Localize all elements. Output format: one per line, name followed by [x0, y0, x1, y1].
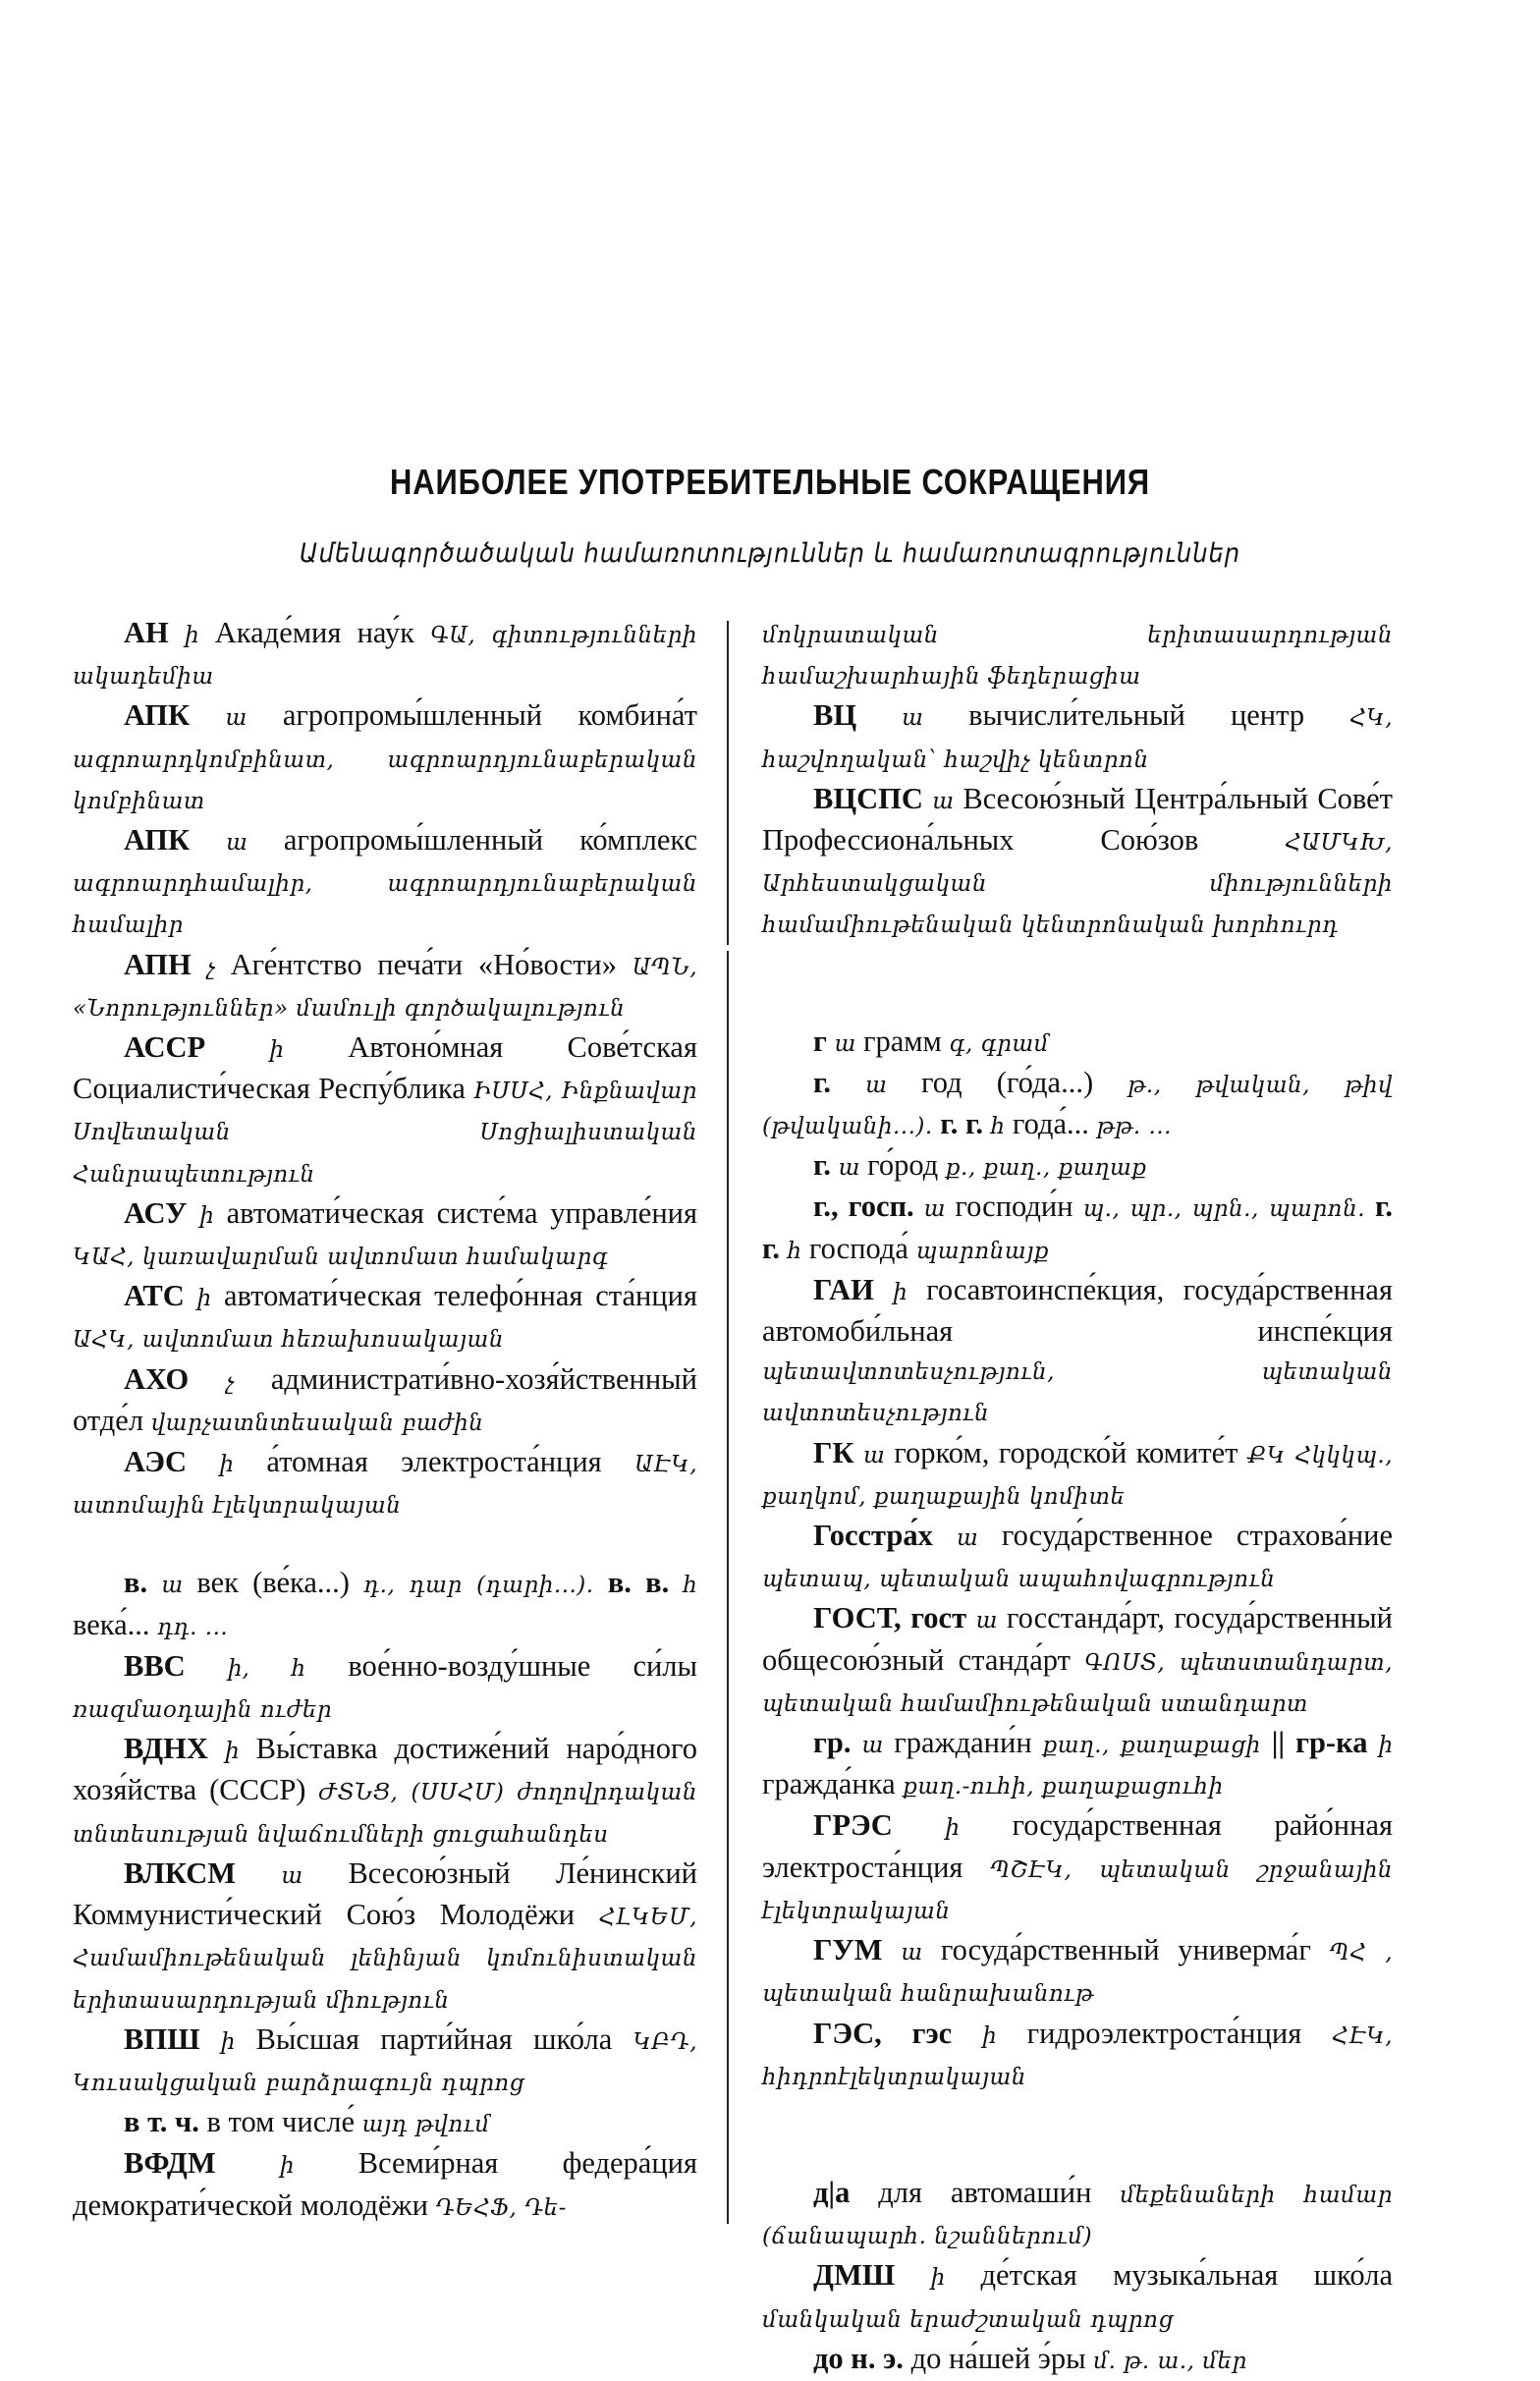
- entry-armenian: ՀԼԿԵՄ, Համամիութենական լենինյան կոմունիստական երիտասարդության միություն: [73, 1905, 697, 2014]
- entry-line: [762, 1023, 1393, 1064]
- entry-line: [73, 2103, 697, 2144]
- section-gap: [762, 984, 1393, 1023]
- grammar-marker: չ: [225, 1368, 235, 1395]
- section-gap: [73, 1525, 697, 1564]
- entry-abbreviation: в. в.: [607, 1566, 670, 1600]
- entry-line: [73, 1194, 697, 1277]
- dictionary-entry: [73, 1855, 697, 2021]
- dictionary-entry: [73, 1277, 697, 1359]
- entry-armenian: դդ. ...: [157, 1614, 229, 1640]
- dictionary-entry: [762, 780, 1393, 946]
- entry-russian: госавтоинспе́кция, госуда́рственная автомоби́льная инспе́кция: [762, 1272, 1393, 1349]
- entry-abbreviation: ВФДМ: [124, 2146, 216, 2181]
- entry-line: [762, 1064, 1393, 1146]
- entry-abbreviation: г., госп.: [813, 1190, 914, 1224]
- grammar-marker: ի: [982, 2022, 997, 2049]
- entry-armenian: ԱՊՆ, «Նորություններ» մամուլի գործակալություն: [73, 954, 698, 1022]
- grammar-marker: ա: [834, 1030, 856, 1057]
- entry-line: [762, 1724, 1393, 1806]
- entry-russian: агропромы́шленный ко́мплекс: [283, 823, 697, 858]
- entry-abbreviation: ГЭС, гэс: [813, 2016, 953, 2050]
- dictionary-entry: [762, 2174, 1393, 2256]
- entry-armenian: ԱՀԿ, ավտոմատ հեռախոսակայան: [73, 1327, 504, 1354]
- dictionary-entry: [73, 821, 697, 946]
- dictionary-entry: [762, 1271, 1393, 1434]
- dictionary-entry: [762, 614, 1393, 696]
- entry-russian: граждани́н: [894, 1726, 1032, 1760]
- entry-abbreviation: ВПШ: [124, 2021, 200, 2056]
- grammar-marker: ի: [224, 1739, 240, 1765]
- entry-line: [762, 1434, 1393, 1517]
- entry-russian: автомати́ческая систе́ма управле́ния: [226, 1195, 698, 1230]
- dictionary-entry: [73, 1647, 697, 1730]
- entry-russian: госуда́рственная райо́нная электроста́нция: [762, 1808, 1394, 1884]
- entry-armenian: դ., դար (դարի...).: [363, 1573, 594, 1599]
- dictionary-entry: [762, 1064, 1393, 1146]
- entry-abbreviation: до н. э.: [813, 2341, 904, 2375]
- entry-russian: Всеми́рная федера́ция демократи́ческой молодёжи: [73, 2146, 698, 2222]
- entry-russian: Акаде́мия нау́к: [214, 616, 414, 649]
- entry-line: [762, 1271, 1393, 1434]
- grammar-marker: ի: [269, 1037, 285, 1064]
- entry-line: [73, 946, 697, 1028]
- entry-russian: Вы́ставка достиже́ний наро́дного хозя́йства (СССР): [73, 1732, 698, 1807]
- entry-russian: века́...: [73, 1607, 150, 1641]
- grammar-marker: ա: [862, 1442, 885, 1468]
- grammar-marker: ա: [956, 1525, 978, 1552]
- entry-armenian: այդ թվում: [361, 2112, 490, 2138]
- entry-russian: гидроэлектроста́нция: [1026, 2016, 1302, 2050]
- right-column: [762, 614, 1393, 2381]
- entry-abbreviation: ВЦ: [813, 698, 857, 733]
- entry-line: [73, 1647, 697, 1730]
- entry-line: [762, 1599, 1393, 1724]
- grammar-marker: ա: [226, 830, 248, 857]
- grammar-marker: ա: [975, 1608, 998, 1634]
- dictionary-entry: [73, 946, 697, 1028]
- entry-abbreviation: ВЦСПС: [813, 781, 923, 815]
- entry-armenian: ագրոարդկոմբինատ, ագրոարդյունաբերական կոմբինատ: [73, 747, 697, 814]
- entry-abbreviation: г. г.: [940, 1107, 983, 1141]
- dictionary-entry: [762, 1023, 1393, 1064]
- grammar-marker: ի: [199, 1202, 214, 1229]
- entry-armenian: պարոնայք: [915, 1238, 1049, 1264]
- grammar-marker: ի: [1378, 1733, 1394, 1759]
- grammar-marker: հ: [990, 1114, 1006, 1140]
- entry-russian: автомати́ческая телефо́нная ста́нция: [223, 1279, 697, 1313]
- entry-armenian: ՀԷԿ, հիդրոէլեկտրակայան: [762, 2022, 1394, 2090]
- section-gap: [762, 2097, 1393, 2135]
- entry-russian: Всесою́зный Центра́льный Сове́т Профессиона́льных Сою́зов: [762, 781, 1393, 858]
- page-title: НАИБОЛЕЕ УПОТРЕБИТЕЛЬНЫЕ СОКРАЩЕНИЯ: [390, 462, 1150, 502]
- entry-armenian: քաղ., քաղաքացի: [1042, 1733, 1261, 1759]
- dictionary-entry: [762, 1146, 1393, 1188]
- entry-abbreviation: ГУМ: [813, 1933, 883, 1967]
- entry-russian: Вы́сшая парти́йная шко́ла: [255, 2021, 613, 2056]
- dictionary-entry: [762, 1434, 1393, 1517]
- entry-line: [762, 1806, 1393, 1931]
- dictionary-entry: [762, 1931, 1393, 2014]
- entry-abbreviation: г. г.: [762, 1190, 1394, 1265]
- entry-line: [73, 696, 697, 821]
- entry-line: [73, 1277, 697, 1359]
- entry-abbreviation: Госстра́х: [813, 1519, 933, 1553]
- dictionary-entry: [762, 1724, 1393, 1806]
- grammar-marker: ա: [861, 1733, 884, 1759]
- entry-russian: Всесою́зный Ле́нинский Коммунисти́ческий Сою́з Молодёжи: [73, 1855, 697, 1932]
- entry-armenian: ԻՍՍՀ, Ինքնավար Սովետական Սոցիալիստական Հանրապետություն: [73, 1079, 697, 1188]
- entry-armenian: մեքենաների համար (ճանապարհ. նշաններում): [762, 2182, 1394, 2250]
- entry-russian: де́тская музыка́льная шко́ла: [980, 2258, 1394, 2293]
- dictionary-entry: [73, 2021, 697, 2103]
- entry-armenian: ԱԷԿ, ատոմային էլեկտրակայան: [73, 1452, 698, 1520]
- entry-russian: век (ве́ка...): [196, 1566, 350, 1600]
- entry-line: [762, 1188, 1393, 1270]
- entry-line: [762, 614, 1393, 696]
- entry-abbreviation: ГОСТ, гост: [813, 1601, 967, 1635]
- left-column: [73, 614, 697, 2228]
- entry-abbreviation: АССР: [124, 1030, 206, 1065]
- dictionary-entry: [762, 1188, 1393, 1270]
- entry-russian: грамм: [862, 1024, 942, 1058]
- entry-line: [73, 821, 697, 946]
- entry-abbreviation: АХО: [124, 1361, 190, 1396]
- entry-abbreviation: АПК: [124, 823, 191, 858]
- page-subtitle: Ամենագործածական համառոտություններ և համառոտագրություններ: [299, 538, 1241, 569]
- entry-abbreviation: в.: [124, 1566, 148, 1600]
- entry-abbreviation: ВЛКСМ: [124, 1855, 237, 1890]
- entry-line: [762, 2340, 1393, 2381]
- grammar-marker: ա: [865, 1072, 887, 1098]
- grammar-marker: ա: [281, 1862, 303, 1889]
- entry-russian: горко́м, городско́й комите́т: [894, 1435, 1238, 1469]
- grammar-marker: չ: [206, 954, 215, 980]
- grammar-marker: հ: [787, 1238, 802, 1264]
- entry-armenian: ՊՀ , պետական հանրախանութ: [762, 1940, 1394, 2008]
- entry-russian: в том числе́: [206, 2105, 356, 2139]
- entry-russian: вое́нно-возду́шные си́лы: [348, 1648, 698, 1683]
- entry-armenian: ԿԲԴ, Կուսակցական բարձրագույն դպրոց: [73, 2028, 698, 2096]
- entry-armenian: ագրոարդհամալիր, ագրոարդյունաբերական համալիր: [73, 871, 697, 939]
- entry-line: [73, 1028, 697, 1194]
- entry-armenian: ՀԿ, հաշվողական՝ հաշվիչ կենտրոն: [762, 705, 1394, 773]
- entry-abbreviation: АПН: [124, 947, 192, 981]
- section-gap: [762, 2135, 1393, 2174]
- dictionary-entry: [762, 2256, 1393, 2339]
- entry-armenian: պետավտոտեսչություն, պետական ավտոտեսչություն: [762, 1359, 1393, 1427]
- dictionary-entry: [73, 696, 697, 821]
- entry-armenian: ՔԿ Հկկկպ., քաղկոմ, քաղաքային կոմիտե: [762, 1442, 1394, 1510]
- entry-line: [762, 1517, 1393, 1599]
- entry-russian: го́род: [867, 1148, 939, 1183]
- entry-armenian: ԳԱ, գիտությունների ակադեմիա: [73, 623, 698, 691]
- entry-line: [762, 1931, 1393, 2014]
- entry-russian: года́...: [1012, 1107, 1089, 1141]
- entry-armenian: պետապ, պետական ապահովագրություն: [762, 1567, 1276, 1593]
- entry-abbreviation: д|а: [813, 2175, 851, 2209]
- entry-russian: администрати́вно-хозя́йственный отде́л: [73, 1361, 697, 1437]
- entry-armenian: թթ. ...: [1096, 1114, 1172, 1140]
- grammar-marker: ի: [893, 1279, 908, 1305]
- entry-armenian: մանկական երաժշտական դպրոց: [762, 2306, 1174, 2333]
- dictionary-entry: [73, 1194, 697, 1277]
- grammar-marker: ա: [161, 1573, 184, 1599]
- entry-armenian: ՀԱՄԿԽ, Արհեստակցական միությունների համամիութենական կենտրոնական խորհուրդ: [762, 830, 1393, 939]
- dictionary-entry: [73, 2144, 697, 2227]
- entry-abbreviation: ДМШ: [813, 2258, 896, 2293]
- grammar-marker: ա: [923, 1196, 946, 1223]
- entry-russian: господи́н: [955, 1190, 1073, 1224]
- entry-line: [762, 2256, 1393, 2339]
- entry-abbreviation: гр-ка: [1295, 1726, 1368, 1760]
- dictionary-entry: [762, 1599, 1393, 1724]
- grammar-marker: ի, հ: [227, 1655, 306, 1682]
- grammar-marker: ի: [930, 2265, 946, 2292]
- entry-abbreviation: АЭС: [124, 1445, 187, 1479]
- entry-armenian: ք., քաղ., քաղաք: [945, 1155, 1147, 1182]
- dictionary-entry: [73, 1360, 697, 1443]
- entry-abbreviation: в т. ч.: [124, 2105, 199, 2139]
- entry-armenian: թ., թվական, թիվ (թվականի...).: [762, 1072, 1393, 1140]
- grammar-marker: հ: [683, 1573, 698, 1599]
- entry-armenian: քաղ.-ուհի, քաղաքացուհի: [903, 1774, 1224, 1800]
- entry-line: [762, 696, 1393, 779]
- entry-russian: год (го́да...): [921, 1065, 1094, 1099]
- entry-russian: агропромы́шленный комбина́т: [282, 698, 698, 733]
- dictionary-entry: [762, 1517, 1393, 1599]
- grammar-marker: ա: [225, 705, 248, 732]
- entry-line: [73, 1855, 697, 2021]
- entry-line: [762, 1146, 1393, 1188]
- grammar-marker: ի: [220, 2028, 236, 2055]
- entry-armenian: ՊՇԷԿ, պետական շրջանային էլեկտրակայան: [762, 1856, 1393, 1924]
- grammar-marker: ա: [901, 1940, 923, 1966]
- entry-abbreviation: ВДНХ: [124, 1732, 208, 1766]
- column-divider-bottom: [727, 951, 729, 2224]
- entry-abbreviation: ГРЭС: [813, 1808, 893, 1843]
- entry-abbreviation: АПК: [124, 698, 191, 733]
- entry-russian: а́томная электроста́нция: [266, 1445, 602, 1479]
- grammar-marker: ի: [219, 1452, 234, 1478]
- entry-russian: госуда́рственное страхова́ние: [1001, 1519, 1394, 1553]
- entry-line: [73, 1360, 697, 1443]
- dictionary-entry: [762, 2340, 1393, 2381]
- entry-armenian: պ., պր., պրն., պարոն.: [1082, 1196, 1366, 1223]
- entry-armenian: գ, գրամ: [949, 1030, 1050, 1057]
- entry-abbreviation: АТС: [124, 1279, 185, 1313]
- grammar-marker: ա: [932, 788, 955, 814]
- entry-line: [73, 2021, 697, 2103]
- entry-armenian: վարչատնտեսական բաժին: [150, 1410, 484, 1436]
- entry-line: [762, 780, 1393, 946]
- entry-abbreviation: г.: [813, 1148, 832, 1183]
- grammar-marker: ի: [196, 1286, 212, 1312]
- grammar-marker: ա: [902, 705, 923, 732]
- entry-armenian-continuation: մոկրատական երիտասարդության համաշխարհային ֆեդերացիա: [762, 623, 1393, 691]
- entry-abbreviation: АСУ: [124, 1195, 188, 1230]
- entry-russian: господа́: [808, 1231, 908, 1265]
- grammar-marker: ա: [838, 1155, 860, 1182]
- entry-russian: вычисли́тельный центр: [968, 698, 1305, 733]
- dictionary-entry: [762, 1806, 1393, 1931]
- column-divider-top: [727, 621, 729, 945]
- dictionary-entry: [762, 2015, 1393, 2097]
- dictionary-entry: [73, 614, 697, 696]
- dictionary-entry: [73, 2103, 697, 2144]
- entry-russian: до на́шей э́ры: [910, 2341, 1086, 2375]
- entry-russian: гражда́нка: [762, 1767, 896, 1801]
- entry-russian: Аге́нтство печа́ти «Но́вости»: [230, 947, 617, 981]
- entry-abbreviation: АН: [124, 616, 169, 649]
- entry-abbreviation: ВВС: [124, 1648, 186, 1683]
- entry-abbreviation: гр.: [813, 1726, 852, 1760]
- dictionary-entry: [73, 1028, 697, 1194]
- entry-armenian: մ. թ. ա., մեր: [1093, 2348, 1247, 2374]
- entry-line: [73, 1730, 697, 1855]
- entry-abbreviation: г: [813, 1024, 827, 1058]
- entry-abbreviation: ГАИ: [813, 1272, 874, 1306]
- entry-line: [762, 2174, 1393, 2256]
- entry-line: [73, 1564, 697, 1646]
- entry-armenian: ԺՏՆՑ, (ՍՍՀՄ) ժողովրդական տնտեսության նվաճումների ցուցահանդես: [73, 1780, 697, 1848]
- entry-russian: для автомаши́н: [878, 2175, 1092, 2209]
- grammar-marker: ի: [184, 623, 199, 648]
- dictionary-entry: [762, 696, 1393, 779]
- separator-bar: ||: [1271, 1726, 1286, 1760]
- entry-line: [73, 1443, 697, 1525]
- grammar-marker: ի: [945, 1815, 960, 1842]
- entry-russian: Автоно́мная Сове́тская Социалисти́ческая Респу́блика: [73, 1030, 698, 1106]
- dictionary-entry: [73, 1443, 697, 1525]
- entry-abbreviation: г.: [813, 1065, 832, 1099]
- entry-abbreviation: ГК: [813, 1435, 854, 1469]
- section-gap: [762, 946, 1393, 984]
- dictionary-entry: [73, 1564, 697, 1646]
- entry-russian: госстанда́рт, госуда́рственный общесою́зный станда́рт: [762, 1601, 1394, 1677]
- entry-armenian: ԴԵՀՖ, Դե-: [435, 2194, 567, 2221]
- entry-line: [73, 614, 697, 696]
- entry-armenian: ԳՈՍՏ, պետստանդարտ, պետական համամիութենական ստանդարտ: [762, 1649, 1394, 1717]
- entry-russian: госуда́рственный универма́г: [940, 1933, 1311, 1967]
- entry-line: [762, 2015, 1393, 2097]
- entry-armenian: ռազմաօդային ուժեր: [73, 1697, 333, 1724]
- entry-line: [73, 2144, 697, 2227]
- dictionary-entry: [73, 1730, 697, 1855]
- entry-armenian: ԿԱՀ, կառավարման ավտոմատ համակարգ: [73, 1245, 609, 1271]
- grammar-marker: ի: [279, 2153, 295, 2180]
